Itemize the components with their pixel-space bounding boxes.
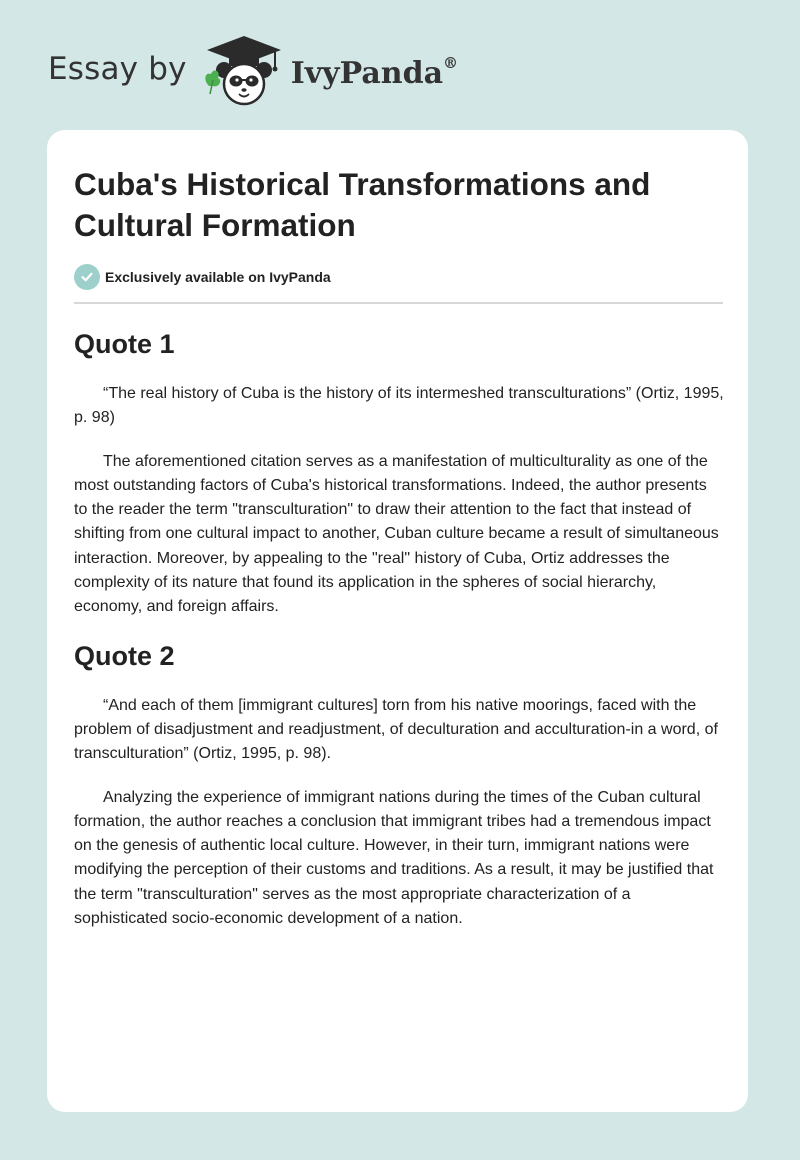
quote-2-analysis: Analyzing the experience of immigrant nations during the times of the Cuban cultural formation, the author reaches a conclusion that immigrant tribes had a tremendous impact on the genesis of authentic local culture. However, in their turn, immigrant nations were modifying the perception of their customs and traditions. As a result, it may be justified that the term "transculturation" serves as the most appropriate characterization of a sophisticated socio-economic development of a nation. [74,788,714,928]
quote-1-text: “The real history of Cuba is the history of its intermeshed transculturations” (Ortiz, 1995, p. 98) [74,385,724,427]
brand-name [290,53,459,91]
check-circle-icon [74,264,100,290]
brand-name-text: IvyPanda [290,55,444,91]
section-heading-quote-2: Quote 2 [74,640,175,671]
essay-by-label: Essay by [48,51,187,87]
section-heading-quote-1: Quote 1 [74,329,175,359]
exclusive-badge [74,264,331,290]
page-title: Cuba's Historical Transformations and Cultural Formation [74,166,651,243]
quote-1-analysis: The aforementioned citation serves as a manifestation of multiculturality as one of the most outstanding factors of Cuba's historical transformations. Indeed, the author presents to the reader the term "transculturation" to draw their attention to the fact that instead of shifting from one cultural impact to another, Cuban culture became a result of simultaneous interaction. Moreover, by appealing to the "real" history of Cuba, Ortiz addresses the complexity of its nature that found its application in the spheres of social hierarchy, economy, and foreign affairs. [74,452,719,616]
divider [74,302,723,304]
quote-2-text: “And each of them [immigrant cultures] torn from his native moorings, faced with the problem of disadjustment and readjustment, of deculturation and acculturation-in a word, of transculturation” (Ortiz, 1995, p. 98). [74,696,718,763]
badge-label: Exclusively available on IvyPanda [105,269,331,285]
site-header [48,36,458,108]
essay-card [47,130,748,1112]
ivypanda-logo[interactable] [201,34,291,111]
panda-graduation-cap-logo-icon [201,34,287,106]
essay-body [74,326,724,931]
registered-mark: ® [443,53,459,72]
